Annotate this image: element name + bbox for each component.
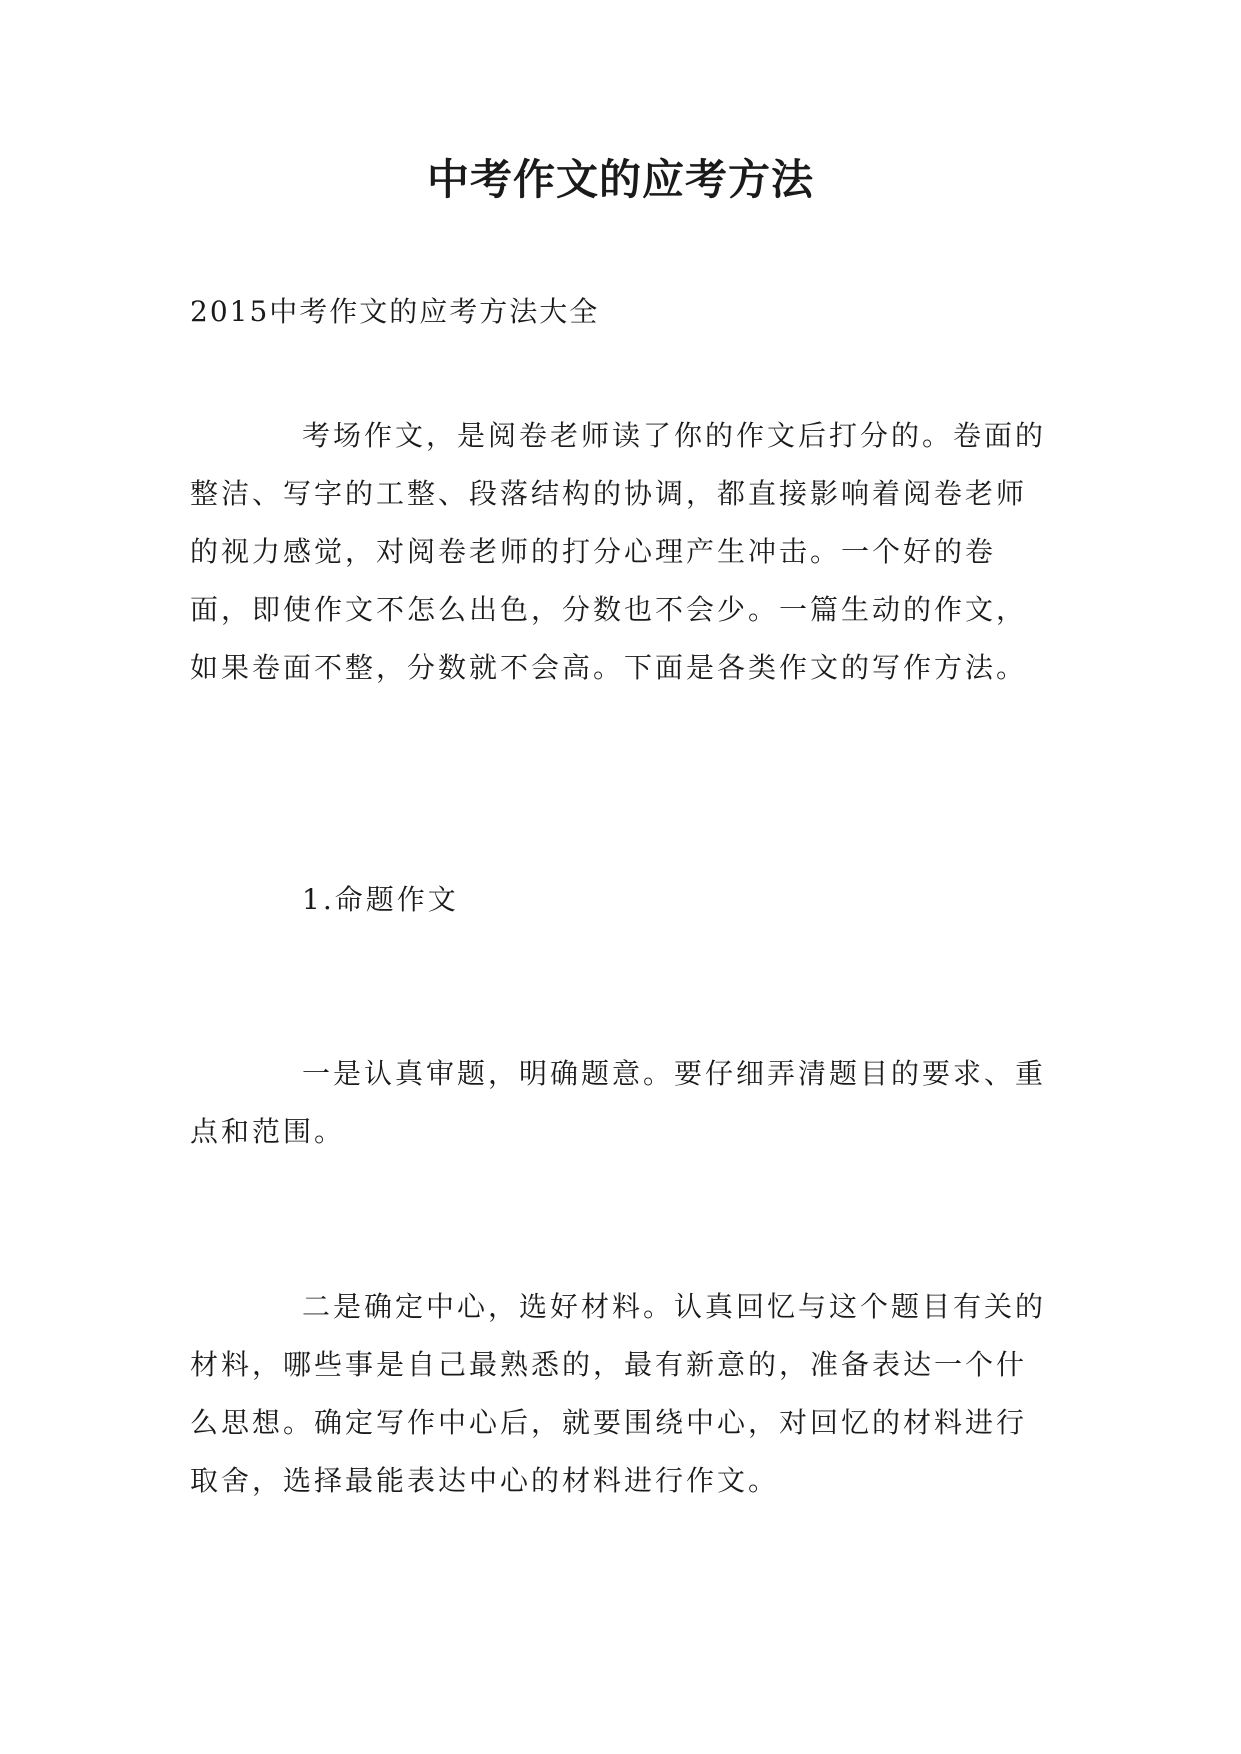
document-title: 中考作文的应考方法: [426, 155, 814, 204]
document-subtitle: 2015中考作文的应考方法大全: [190, 295, 600, 328]
point-two-paragraph: 二是确定中心，选好材料。认真回忆与这个题目有关的材料，哪些事是自己最熟悉的，最有新意的，准备表达一个什么思想。确定写作中心后，就要围绕中心，对回忆的材料进行取舍，选择最能表达中心的材料进行作文。: [190, 1290, 1047, 1497]
point-one-paragraph: 一是认真审题，明确题意。要仔细弄清题目的要求、重点和范围。: [190, 1057, 1047, 1148]
intro-paragraph: 考场作文，是阅卷老师读了你的作文后打分的。卷面的整洁、写字的工整、段落结构的协调，都直接影响着阅卷老师的视力感觉，对阅卷老师的打分心理产生冲击。一个好的卷面，即使作文不怎么出色，分数也不会少。一篇生动的作文，如果卷面不整，分数就不会高。下面是各类作文的写作方法。: [190, 419, 1047, 684]
section-heading: 1.命题作文: [302, 883, 459, 916]
